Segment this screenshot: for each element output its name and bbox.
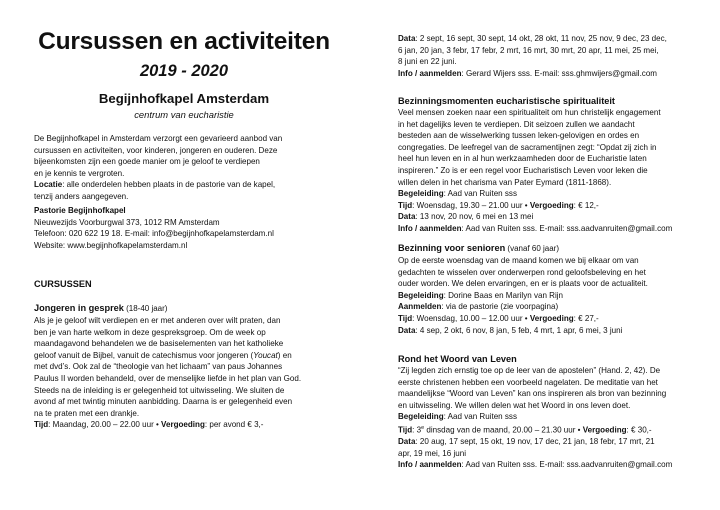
body-line: besteden aan de wisselwerking tussen leken-gelovigen en ordes en [398,131,640,141]
lead-label: Begeleiding [398,189,444,199]
woord-van-leven-section [398,353,698,471]
body-line: ouder worden. We delen ervaringen, en er is plaats voor de actualiteit. [398,279,648,289]
intro-line: bijeenkomsten zijn een goede manier om je geloof te verdiepen [34,157,260,167]
info-text: : Aad van Ruiten sss. E-mail: sss.aadvanruiten@gmail.com [461,223,673,233]
location-label: Locatie [34,180,63,190]
body-line: met dvd’s. Ook zal de “theologie van het lichaam” van paus Johannes [34,362,283,372]
page-title: Cursussen en activiteiten [38,28,330,55]
body-line: Als je je geloof wilt verdiepen en er met anderen over wilt praten, dan [34,316,281,325]
fee-text: : € 27,- [573,313,599,323]
body-text: ) en [277,350,292,360]
info-line [398,68,698,80]
time-label: Tijd [34,420,49,430]
bezinning-eucharistie-section [398,95,698,235]
body-line: maandagavond behandelen we de basiselementen van het katholieke [34,339,284,349]
bezinning-eucharistie-body [398,107,698,235]
location-text: : alle onderdelen hebben plaats in de pastorie van de kapel, [62,180,276,190]
body-line: heel hun leven en in al hun werkzaamheden door de Eucharistie laten [398,154,647,164]
time-fee-line [398,313,698,325]
jongeren-title: Jongeren in gesprek [34,303,124,313]
intro-paragraph [34,133,334,203]
time-label: Tijd [398,313,413,323]
fee-text: : € 30,- [626,425,652,435]
date-text: : 2 sept, 16 sept, 30 sept, 14 okt, 28 okt, 11 nov, 25 nov, 9 dec, 23 dec, [415,34,667,43]
info-label: Info / aanmelden [398,223,462,233]
lead-label: Begeleiding [398,412,444,422]
date-line-2: apr, 19 mei, 16 juni [398,448,466,458]
jongeren-body [34,315,334,431]
body-line: eerste christenen hebben een voorbeeld nagelaten. De meditatie van het [398,377,658,387]
location-line-2: tenzij anders aangegeven. [34,191,129,201]
ordinal-suffix: e [421,424,425,431]
chapel-subtitle: centrum van eucharistie [134,109,234,120]
body-line: inspireren.” Zo is er een regel voor Eucharistisch Leven voor leken die [398,165,648,175]
senioren-heading [398,242,698,255]
body-line: Veel mensen zoeken naar een spiritualiteit om hun christelijk engagement [398,108,661,117]
location-line [34,179,334,191]
body-line: en uitwisseling. We willen delen wat het Woord in ons leven doet. [398,400,631,410]
intro-line: cursussen en activiteiten, voor kinderen, jongeren en ouderen. Deze [34,145,278,155]
body-line: avond af met twintig minuten aanbidding. Daarna is er gelegenheid even [34,397,293,407]
lead-line [398,290,698,302]
bezinning-eucharistie-title: Bezinningsmomenten eucharistische spiritualiteit [398,96,615,106]
body-text: geloof vanuit de Bijbel, vanuit de catechismus voor jongeren ( [34,350,254,360]
woord-van-leven-body [398,365,698,471]
continued-dates [398,33,698,79]
info-text: : Aad van Ruiten sss. E-mail: sss.aadvanruiten@gmail.com [461,460,673,470]
chapel-name: Begijnhofkapel Amsterdam [98,91,270,106]
lead-text: : Aad van Ruiten sss [443,412,517,422]
body-line: Steeds na de inleiding is er gelegenheid tot uitwisseling. We sluiten de [34,385,285,395]
time-text: : Maandag, 20.00 – 22.00 uur • [48,420,162,430]
date-line [398,211,698,223]
courses-heading: CURSUSSEN [34,279,92,289]
registration-line [398,301,698,313]
lead-line [398,188,698,200]
body-line: Paulus II worden behandeld, over de menselijke liefde in het plan van God. [34,373,302,383]
jongeren-age: (18-40 jaar) [123,304,168,313]
time-label: Tijd [398,200,413,210]
dates-line: 8 juni en 22 juni. [398,57,457,67]
date-text: : 20 aug, 17 sept, 15 okt, 19 nov, 17 dec, 21 jan, 18 febr, 17 mrt, 21 [415,437,655,447]
date-label: Data [398,34,416,43]
woord-van-leven-title: Rond het Woord van Leven [398,354,517,364]
lead-text: : Aad van Ruiten sss [443,189,517,199]
body-line: congregaties. De leefregel van de sacramentijnen zegt: “Opdat zij zich in [398,142,657,152]
lead-text: : Dorine Baas en Marilyn van Rijn [443,290,564,300]
body-line: willen delen in het charisma van Pater Eymard (1811-1868). [398,177,612,187]
bezinning-senioren-section [398,242,698,336]
contact-heading: Pastorie Begijnhofkapel [34,206,126,215]
senioren-title: Bezinning voor senioren [398,243,506,253]
intro-line: De Begijnhofkapel in Amsterdam verzorgt een gevarieerd aanbod van [34,134,283,143]
jongeren-time-fee [34,419,334,431]
registration-label: Aanmelden [398,302,442,312]
info-line [398,459,698,471]
info-text: : Gerard Wijers sss. E-mail: sss.ghmwijers@gmail.com [461,68,658,78]
date-label: Data [398,437,416,447]
body-line [34,350,334,362]
fee-text: : per avond € 3,- [204,420,264,430]
dates-line: 6 jan, 20 jan, 3 febr, 17 febr, 2 mrt, 16 mrt, 30 mrt, 20 apr, 11 mei, 25 mei, [398,45,659,55]
season-years: 2019 - 2020 [139,62,229,80]
fee-label: Vergoeding [529,313,574,323]
info-label: Info / aanmelden [398,68,462,78]
time-label: Tijd [398,425,413,435]
time-text: dinsdag van de maand, 20.00 – 21.30 uur • [424,425,583,435]
date-label: Data [398,212,416,222]
fee-label: Vergoeding [161,420,205,430]
lead-label: Begeleiding [398,290,444,300]
time-text: : Woensdag, 19.30 – 21.00 uur • [412,200,530,210]
contact-phone: Telefoon: 020 622 19 18. E-mail: info@begijnhofkapelamsterdam.nl [34,229,274,239]
jongeren-heading [34,302,334,315]
date-line [398,436,698,448]
time-text: : Woensdag, 10.00 – 12.00 uur • [412,313,530,323]
senioren-body [398,255,698,336]
intro-line: en je kennis te vergroten. [34,168,125,178]
youcat-title: Youcat [253,350,278,360]
jongeren-section [34,302,334,431]
body-line: na te praten met een drankje. [34,408,140,418]
date-text: : 4 sep, 2 okt, 6 nov, 8 jan, 5 feb, 4 mrt, 1 apr, 6 mei, 3 juni [415,325,623,335]
info-label: Info / aanmelden [398,460,462,470]
contact-address: Nieuwezijds Voorburgwal 373, 1012 RM Amsterdam [34,217,220,227]
contact-block [34,205,334,251]
body-line: ben je van harte welkom in deze gespreksgroep. Om de week op [34,327,266,337]
date-line [398,325,698,337]
date-text: : 13 nov, 20 nov, 6 mei en 13 mei [415,212,534,222]
fee-label: Vergoeding [582,425,627,435]
body-line: gedachten te wisselen over onderwerpen rond geloofsbeleving en het [398,267,646,277]
body-line: “Zij legden zich ernstig toe op de leer van de apostelen” (Hand. 2, 42). De [398,366,661,375]
body-line: maandelijkse “Woord van Leven” kan ons inspireren als bron van bezinning [398,389,667,399]
date-label: Data [398,325,416,335]
dates-line [398,33,698,45]
registration-text: : via de pastorie (zie voorpagina) [441,302,559,312]
body-line: in het dagelijks leven te verdiepen. Dit seizoen zullen we aandacht [398,119,635,129]
info-line [398,223,698,235]
fee-text: : € 12,- [573,200,599,210]
fee-label: Vergoeding [529,200,574,210]
lead-line [398,411,698,423]
time-text: : 3 [412,425,422,435]
contact-website: Website: www.begijnhofkapelamsterdam.nl [34,240,188,250]
body-line: Op de eerste woensdag van de maand komen we bij elkaar om van [398,256,639,265]
time-fee-line [398,200,698,212]
senioren-age: (vanaf 60 jaar) [505,244,560,253]
time-fee-line [398,423,698,436]
